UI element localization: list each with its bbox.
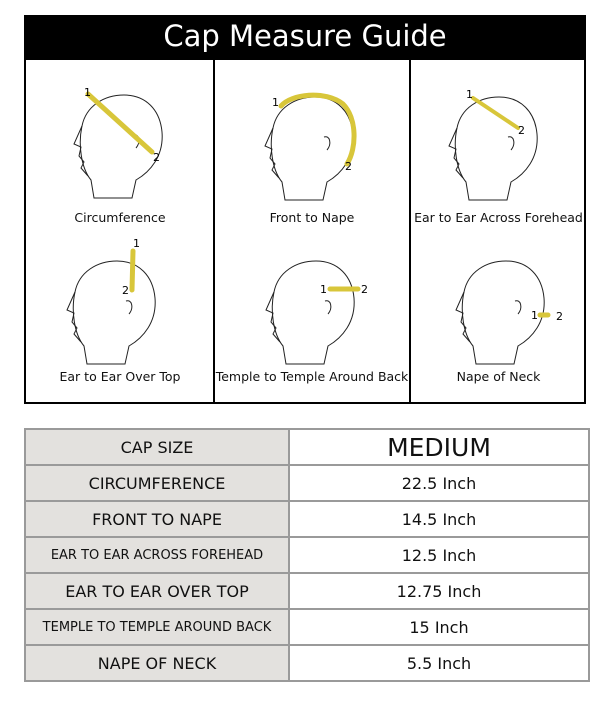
table-row <box>25 645 589 681</box>
measurement-value: 15 Inch <box>289 609 589 645</box>
point-label: 1 <box>466 88 473 101</box>
guide-label: Circumference <box>74 210 166 225</box>
measurement-label: EAR TO EAR ACROSS FOREHEAD <box>25 537 289 573</box>
point-label: 2 <box>122 284 129 297</box>
measurement-value: 14.5 Inch <box>289 501 589 537</box>
point-label: 2 <box>556 310 563 323</box>
guide-title: Cap Measure Guide <box>163 19 447 53</box>
point-label: 1 <box>272 96 279 109</box>
head-profile-illustration <box>26 60 214 230</box>
table-row <box>25 573 589 609</box>
measurement-value: 12.5 Inch <box>289 537 589 573</box>
guide-cell-front-to-nape <box>215 60 403 230</box>
point-label: 1 <box>320 283 327 296</box>
table-header-value: MEDIUM <box>289 429 589 465</box>
guide-label: Ear to Ear Across Forehead <box>414 210 583 225</box>
cap-size-table <box>24 428 590 682</box>
measurement-label: NAPE OF NECK <box>25 645 289 681</box>
measurement-label: FRONT TO NAPE <box>25 501 289 537</box>
measurement-value: 12.75 Inch <box>289 573 589 609</box>
guide-title-banner <box>24 15 586 58</box>
measurement-value: 5.5 Inch <box>289 645 589 681</box>
guide-label: Front to Nape <box>269 210 355 225</box>
point-label: 2 <box>361 283 368 296</box>
table-header-label: CAP SIZE <box>25 429 289 465</box>
table-header-row <box>25 429 589 465</box>
head-profile-illustration <box>411 60 586 230</box>
guide-cell-circumference <box>26 60 214 230</box>
measurement-label: TEMPLE TO TEMPLE AROUND BACK <box>25 609 289 645</box>
guide-cell-nape-of-neck <box>411 232 586 402</box>
measure-guide-grid <box>24 58 586 404</box>
guide-cell-ear-to-ear-over-top <box>26 232 214 402</box>
table-row <box>25 609 589 645</box>
measurement-label: EAR TO EAR OVER TOP <box>25 573 289 609</box>
table-row <box>25 537 589 573</box>
guide-label: Nape of Neck <box>456 369 541 384</box>
point-label: 1 <box>531 309 538 322</box>
point-label: 2 <box>345 160 352 173</box>
guide-label: Ear to Ear Over Top <box>59 369 181 384</box>
point-label: 1 <box>84 86 91 99</box>
point-label: 1 <box>133 237 140 250</box>
table-row <box>25 465 589 501</box>
measurement-value: 22.5 Inch <box>289 465 589 501</box>
measurement-label: CIRCUMFERENCE <box>25 465 289 501</box>
guide-cell-ear-to-ear-across-forehead <box>411 60 586 230</box>
point-label: 2 <box>153 151 160 164</box>
guide-label: Temple to Temple Around Back <box>215 369 409 384</box>
guide-cell-temple-to-temple-around-back <box>215 232 409 402</box>
point-label: 2 <box>518 124 525 137</box>
table-row <box>25 501 589 537</box>
head-profile-illustration <box>215 60 409 230</box>
